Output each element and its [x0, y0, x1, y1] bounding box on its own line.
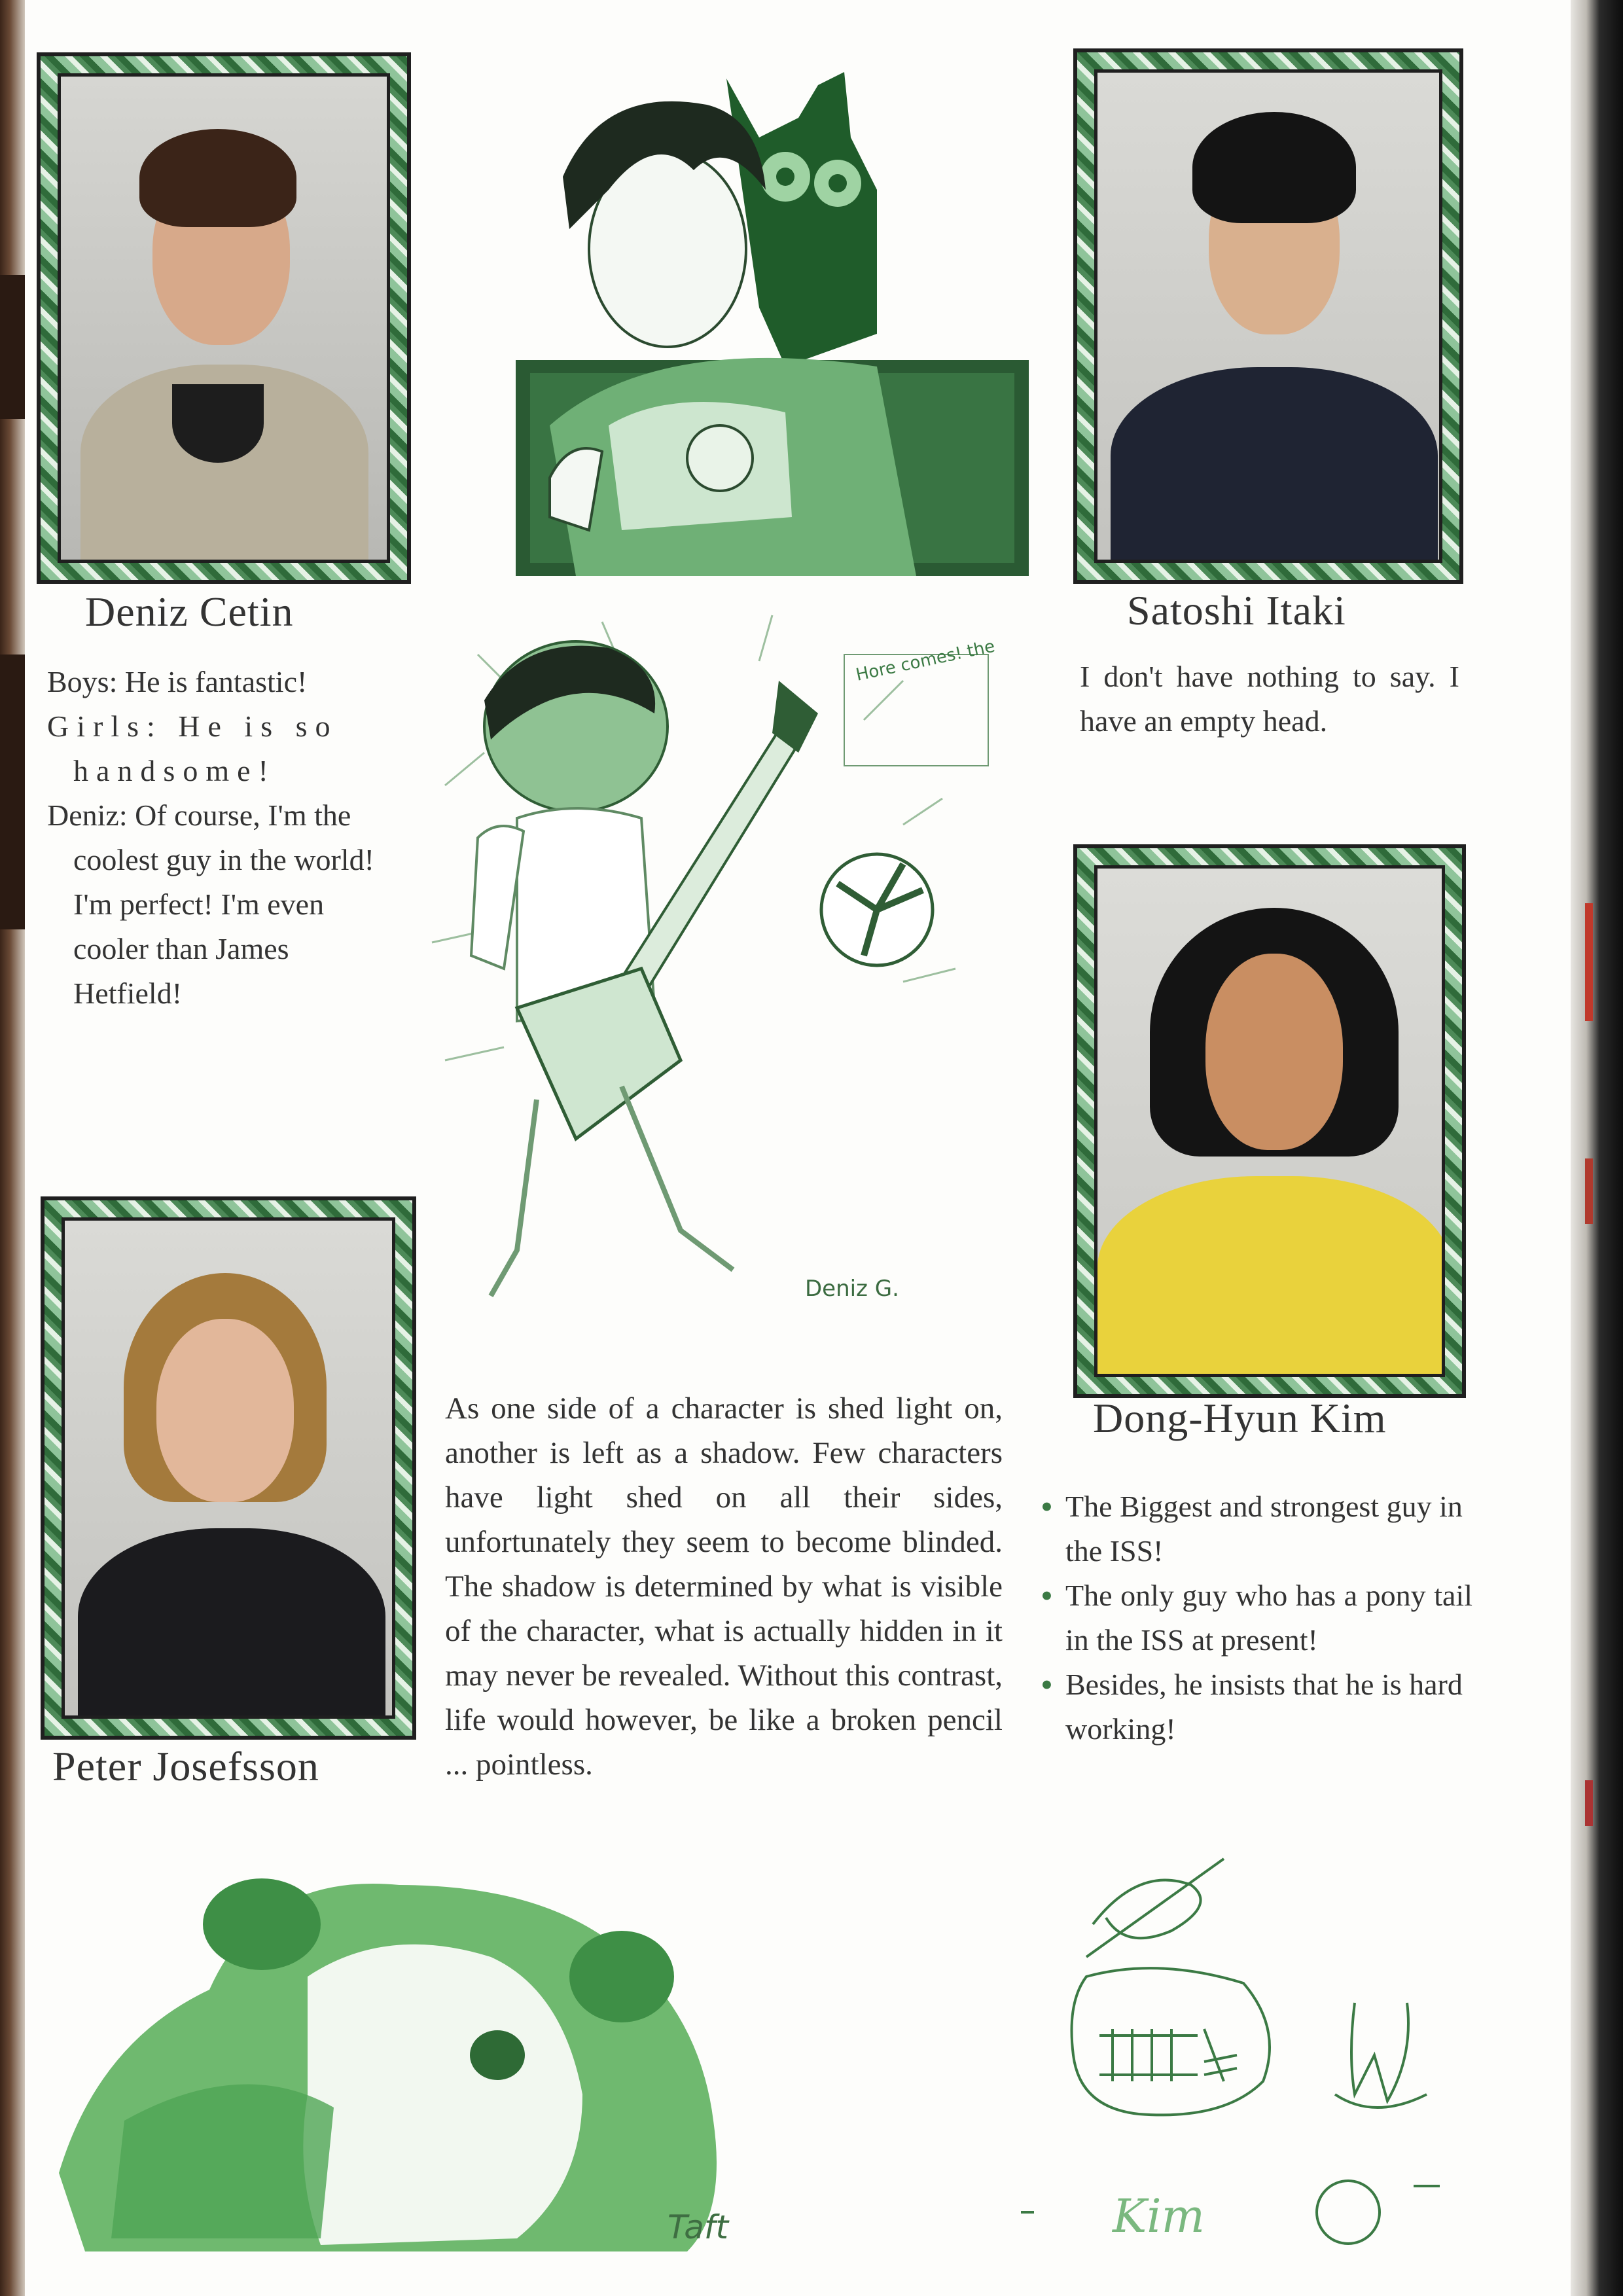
donghyun-bullets [1041, 1484, 1472, 1751]
left-page-edge [0, 0, 25, 2296]
satoshi-name: Satoshi Itaki [1127, 587, 1346, 634]
guinea-pig-drawing [46, 1846, 818, 2284]
donghyun-photo-frame [1073, 844, 1466, 1398]
satoshi-photo-frame [1073, 48, 1463, 584]
deniz-quotes [47, 660, 401, 1016]
peter-name: Peter Josefsson [52, 1743, 319, 1789]
donghyun-bullet-2: • The only guy who has a pony tail in the ISS at present! [1041, 1573, 1472, 1662]
guinea-pig-signature: Taft [668, 2208, 729, 2246]
satoshi-photo [1094, 69, 1442, 563]
guitar-caricature-sketch [406, 602, 995, 1355]
satoshi-text: I don't have nothing to say. I have an empty head. [1080, 660, 1459, 738]
sketch-signature: Deniz G. [805, 1276, 899, 1302]
deniz-name: Deniz Cetin [85, 588, 294, 635]
donghyun-bullet-3: • Besides, he insists that he is hard working! [1041, 1662, 1472, 1751]
peter-photo-frame [41, 1196, 416, 1740]
sketch-caption: Hore comes! the [854, 636, 995, 685]
donghyun-bullet-1: • The Biggest and strongest guy in the ISS! [1041, 1484, 1472, 1573]
deniz-photo-frame [37, 52, 411, 584]
peter-photo [62, 1217, 395, 1719]
book-spine [1571, 0, 1623, 2296]
deniz-quote-self: Deniz: Of course, I'm the coolest guy in the world! I'm perfect! I'm even cooler than James Hetfield! [47, 798, 374, 1010]
deniz-quote-boys: Boys: He is fantastic! [47, 665, 308, 698]
deniz-quote-girls: Girls: He is so handsome! [47, 709, 338, 787]
anime-cat-drawing [510, 59, 1034, 583]
kim-signature: Kim [1113, 2189, 1205, 2243]
kim-doodle [1008, 1846, 1479, 2291]
donghyun-photo [1094, 865, 1445, 1377]
essay-text: As one side of a character is shed light on, another is left as a shadow. Few characters have light shed on all their sides, unfortunately they seem to become blinded. The shadow is determined by what is visible of the character, what is actually hidden in it may never be revealed. Without this contrast, life would however, be like a broken pencil ... pointless. [445, 1391, 1003, 1782]
donghyun-name: Dong-Hyun Kim [1093, 1395, 1387, 1441]
deniz-photo [58, 73, 390, 563]
